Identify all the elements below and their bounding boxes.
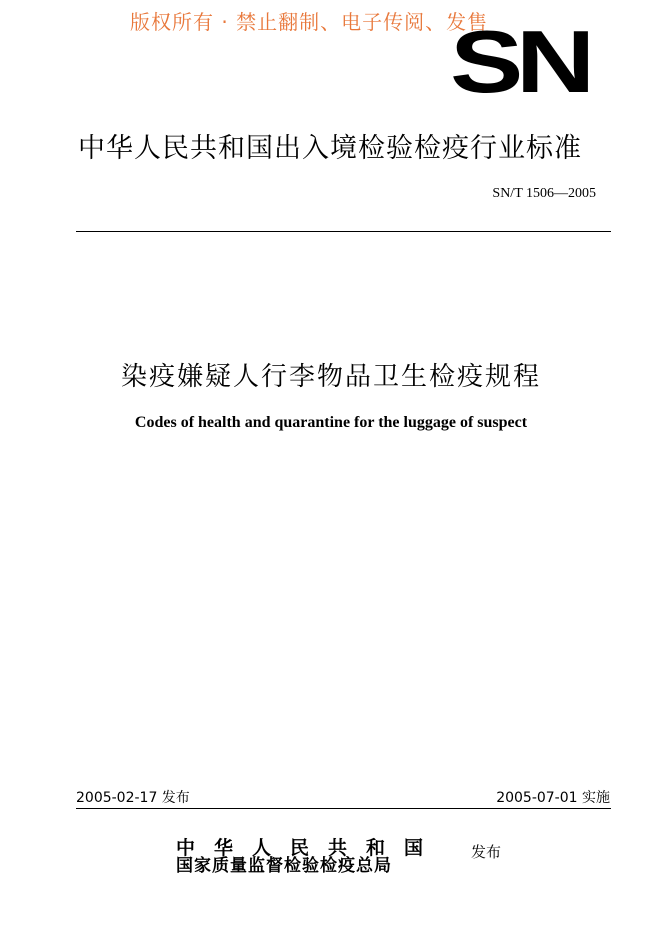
- issuer-agency: 国家质量监督检验检疫总局: [176, 856, 392, 876]
- sn-logo: SN: [450, 12, 588, 111]
- document-title-english: Codes of health and quarantine for the luggage of suspect: [134, 414, 528, 431]
- standard-code: SN/T 1506—2005: [492, 186, 596, 201]
- copyright-watermark: 版权所有 · 禁止翻制、电子传阅、发售: [130, 10, 489, 34]
- document-title-chinese: 染疫嫌疑人行李物品卫生检疫规程: [120, 362, 541, 392]
- header-divider: [76, 231, 611, 232]
- issue-action-label: 发布: [471, 843, 502, 861]
- implementation-date: 2005-07-01 实施: [496, 790, 610, 806]
- issuer-country: 中华人民共和国: [176, 837, 443, 859]
- issue-date: 2005-02-17 发布: [76, 790, 190, 806]
- footer-divider: [76, 808, 611, 809]
- standard-category-title: 中华人民共和国出入境检验检疫行业标准: [78, 133, 582, 164]
